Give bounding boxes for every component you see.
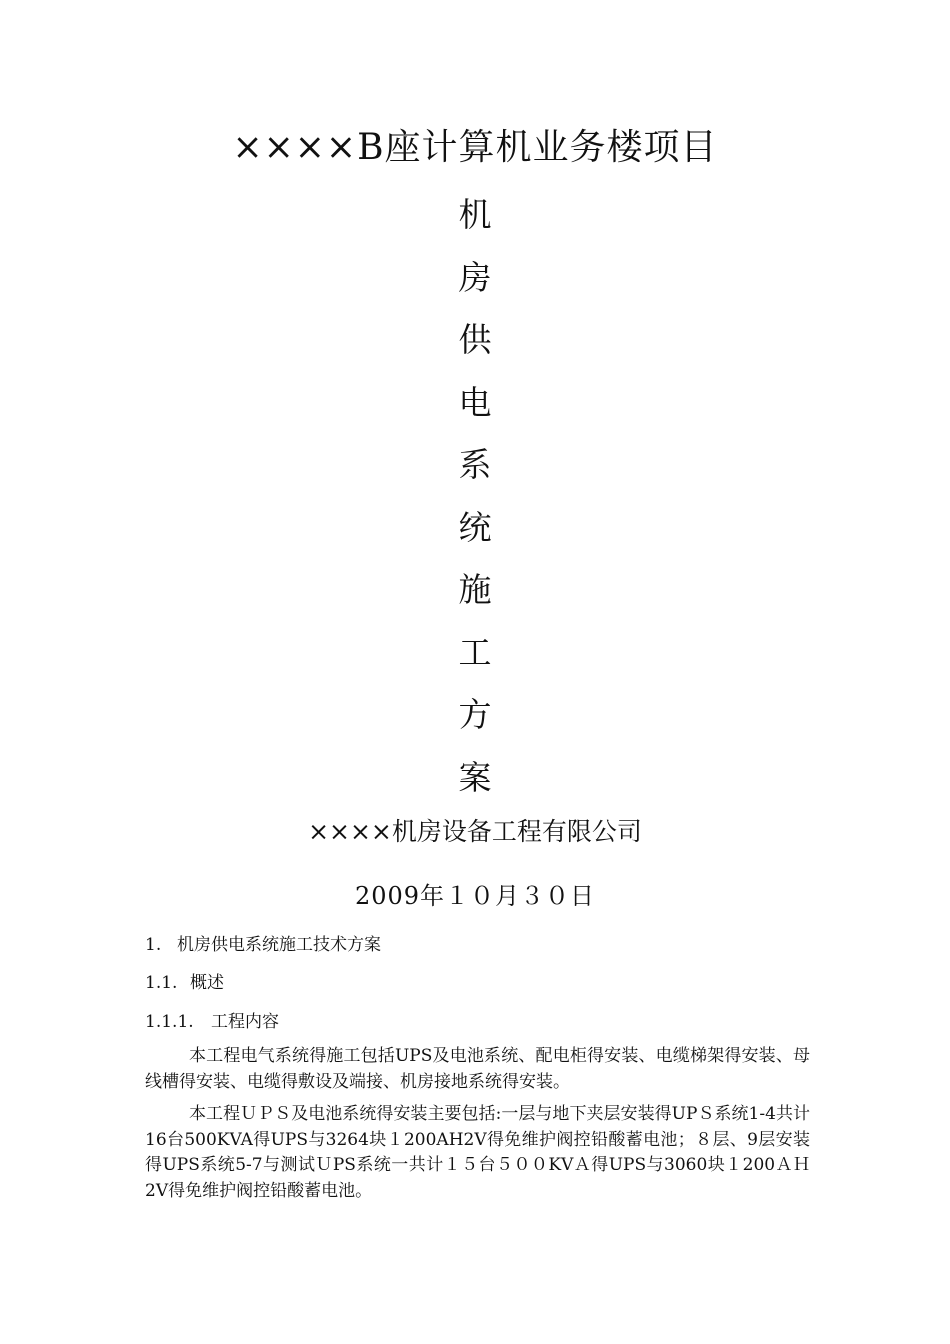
company-name: ××××机房设备工程有限公司: [308, 817, 642, 846]
vertical-title-char: 方: [458, 695, 492, 734]
heading-level-2: [145, 970, 224, 996]
heading-text: 工程内容: [211, 1012, 279, 1032]
vertical-title-char: 案: [458, 757, 492, 797]
vertical-title-char: 统: [458, 507, 492, 547]
document-title: ××××B座计算机业务楼项目: [232, 127, 718, 168]
heading-number: 1.1.1.: [145, 1012, 194, 1032]
vertical-title-char: 工: [458, 632, 492, 672]
vertical-title: [0, 188, 950, 813]
heading-text: 概述: [190, 973, 224, 993]
vertical-title-char: 房: [458, 257, 492, 297]
heading-level-3: [145, 1009, 279, 1035]
heading-level-1: [145, 932, 381, 958]
vertical-title-char: 供: [458, 320, 492, 359]
vertical-title-char: 系: [458, 445, 492, 484]
body-paragraph: 本工程电气系统得施工包括UPS及电池系统、配电柜得安装、电缆梯架得安装、母线槽得安装、电缆得敷设及端接、机房接地系统得安装。: [145, 1046, 810, 1092]
heading-number: 1.1.: [145, 973, 178, 993]
vertical-title-char: 施: [458, 570, 492, 609]
document-date: 2009年１０月３０日: [354, 882, 596, 910]
vertical-title-char: 机: [458, 195, 492, 234]
heading-number: 1.: [145, 935, 162, 955]
body-paragraph: 本工程ＵＰＳ及电池系统得安装主要包括:一层与地下夹层安装得UPＳ系统1-4共计16台500KVA得UPS与3264块１200AH2V得免维护阀控铅酸蓄电池；８层、9层安装得UPS系统5-7与测试ＵPS系统一共计１５台５００KVＡ得UPS与3060块１200ＡＨ 2V得免维护阀控铅酸蓄电池。: [145, 1104, 810, 1201]
heading-text: 机房供电系统施工技术方案: [177, 935, 381, 955]
vertical-title-char: 电: [458, 382, 492, 422]
